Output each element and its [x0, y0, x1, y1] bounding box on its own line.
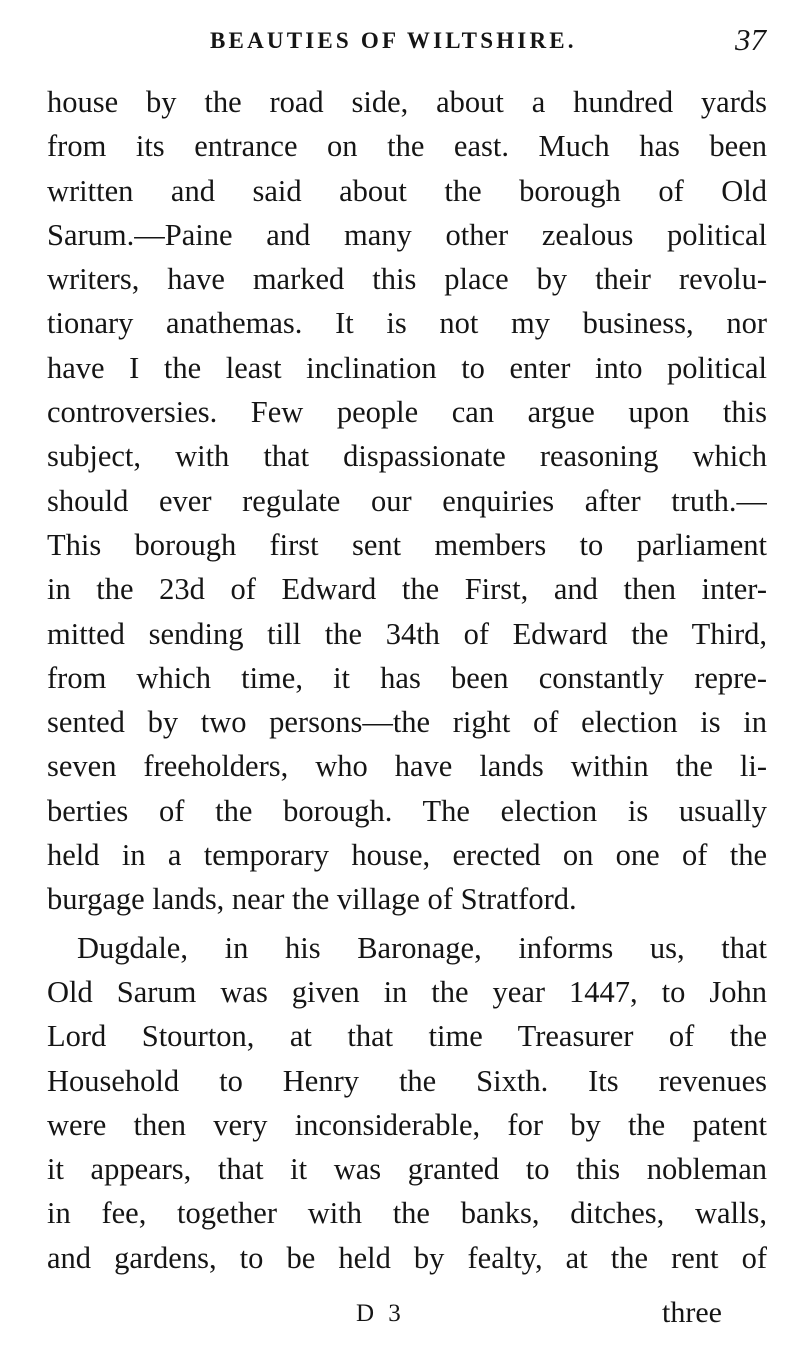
text-line: house by the road side, about a hundred yards	[47, 85, 767, 119]
text-line: should ever regulate our enquiries after truth.—	[47, 483, 767, 518]
text-line: sented by two persons—the right of election is in	[47, 705, 767, 740]
text-line: have I the least inclination to enter into political	[47, 350, 767, 385]
text-line: Old Sarum was given in the year 1447, to John	[47, 974, 767, 1009]
page-footer	[0, 1292, 800, 1342]
text-line: and gardens, to be held by fealty, at the rent of	[47, 1240, 767, 1275]
text-line: controversies. Few people can argue upon this	[47, 395, 767, 430]
text-line: held in a temporary house, erected on one of the	[47, 838, 767, 873]
body-text	[47, 80, 767, 1280]
text-line: from its entrance on the east. Much has been	[47, 129, 767, 164]
text-line: Sarum.—Paine and many other zealous political	[47, 217, 767, 252]
running-head	[0, 22, 800, 62]
text-line: tionary anathemas. It is not my business, nor	[47, 306, 767, 341]
paragraph-1	[47, 80, 767, 922]
text-line: it appears, that it was granted to this nobleman	[47, 1152, 767, 1187]
running-title: BEAUTIES OF WILTSHIRE.	[210, 28, 577, 53]
text-line: from which time, it has been constantly repre-	[47, 660, 767, 695]
text-line: in the 23d of Edward the First, and then inter-	[47, 572, 767, 607]
text-line: seven freeholders, who have lands within the li-	[47, 749, 767, 784]
paragraph-2	[47, 926, 767, 1280]
catchword: three	[662, 1296, 722, 1329]
page-number: 37	[735, 22, 766, 57]
text-line: This borough first sent members to parliament	[47, 527, 767, 562]
text-line: Household to Henry the Sixth. Its revenues	[47, 1063, 767, 1098]
text-line: written and said about the borough of Old	[47, 173, 767, 208]
text-line: berties of the borough. The election is usually	[47, 793, 767, 828]
text-line: burgage lands, near the village of Stratford.	[47, 882, 577, 917]
text-line: Lord Stourton, at that time Treasurer of the	[47, 1019, 767, 1054]
text-line: Dugdale, in his Baronage, informs us, that	[77, 930, 767, 965]
signature-mark: D 3	[356, 1300, 405, 1327]
text-line: in fee, together with the banks, ditches, walls,	[47, 1196, 767, 1231]
text-line: mitted sending till the 34th of Edward the Third,	[47, 616, 767, 651]
text-line: writers, have marked this place by their revolu-	[47, 262, 767, 297]
text-line: were then very inconsiderable, for by the patent	[47, 1107, 767, 1142]
text-line: subject, with that dispassionate reasoning which	[47, 439, 767, 474]
